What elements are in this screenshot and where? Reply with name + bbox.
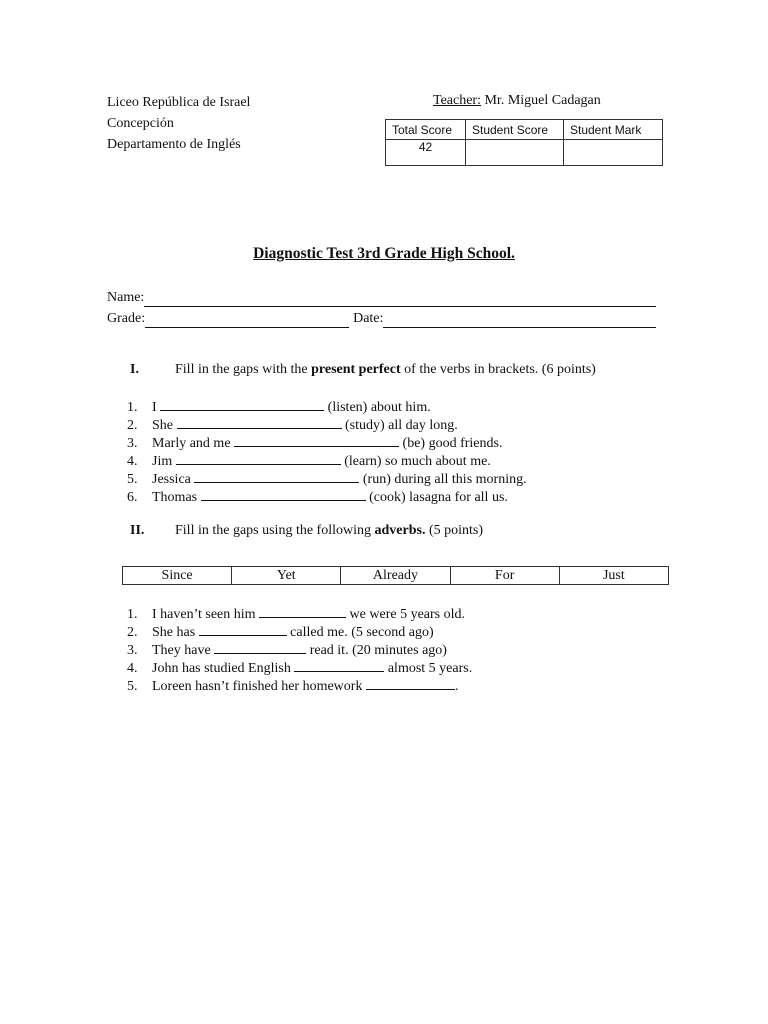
item-text-after: (cook) lasagna for all us.	[365, 490, 508, 505]
school-department: Departamento de Inglés	[107, 137, 241, 152]
item-text-after: (listen) about him.	[324, 400, 431, 415]
item-text-after: (learn) so much about me.	[340, 454, 491, 469]
section-1-items	[127, 397, 527, 505]
item-text-before: Loreen hasn’t finished her homework	[152, 679, 366, 694]
item-text-before: They have	[152, 643, 215, 658]
answer-blank[interactable]	[199, 622, 287, 636]
teacher-label: Teacher:	[433, 93, 481, 108]
score-table	[385, 119, 663, 166]
section-2-text-bold: adverbs.	[374, 523, 426, 538]
adverb-for: For	[450, 567, 559, 585]
adverbs-table	[122, 566, 669, 585]
answer-blank[interactable]	[194, 469, 359, 483]
item-number: 2.	[127, 625, 138, 640]
score-header-total: Total Score	[386, 120, 466, 140]
date-blank[interactable]	[383, 313, 656, 328]
list-item	[127, 433, 527, 451]
section-2-numeral: II.	[130, 523, 145, 538]
item-text-before: Marly and me	[152, 436, 235, 451]
page-title: Diagnostic Test 3rd Grade High School.	[253, 245, 515, 262]
answer-blank[interactable]	[294, 658, 384, 672]
item-number: 6.	[127, 490, 138, 505]
list-item	[127, 397, 527, 415]
school-name: Liceo República de Israel	[107, 95, 251, 110]
list-item	[127, 658, 472, 676]
item-number: 3.	[127, 643, 138, 658]
section-1-text-bold: present perfect	[311, 362, 401, 377]
item-text-before: Jim	[152, 454, 176, 469]
section-1-numeral: I.	[130, 362, 139, 377]
item-number: 1.	[127, 400, 138, 415]
list-item	[127, 487, 527, 505]
item-text-before: Thomas	[152, 490, 201, 505]
item-text-before: I haven’t seen him	[152, 607, 260, 622]
item-number: 2.	[127, 418, 138, 433]
item-number: 3.	[127, 436, 138, 451]
item-number: 5.	[127, 679, 138, 694]
item-text-after: (study) all day long.	[341, 418, 458, 433]
item-text-before: She has	[152, 625, 199, 640]
name-blank[interactable]	[144, 292, 656, 307]
item-number: 4.	[127, 661, 138, 676]
item-number: 1.	[127, 607, 138, 622]
section-1-text-pre: Fill in the gaps with the	[175, 362, 312, 377]
score-header-student-score: Student Score	[466, 120, 564, 140]
grade-date-row	[107, 310, 656, 328]
teacher-line	[433, 92, 601, 110]
name-field-row	[107, 289, 656, 307]
item-number: 5.	[127, 472, 138, 487]
section-1-text-post: of the verbs in brackets. (6 points)	[400, 362, 596, 377]
adverb-yet: Yet	[232, 567, 341, 585]
list-item	[127, 469, 527, 487]
item-text-before: Jessica	[152, 472, 195, 487]
item-text-after: almost 5 years.	[384, 661, 473, 676]
section-2-items	[127, 604, 472, 694]
score-table-value-row	[386, 140, 663, 166]
answer-blank[interactable]	[234, 433, 399, 447]
list-item	[127, 676, 472, 694]
item-text-after: (run) during all this morning.	[359, 472, 527, 487]
list-item	[127, 415, 527, 433]
item-text-after: we were 5 years old.	[346, 607, 465, 622]
section-2-text-pre: Fill in the gaps using the following	[175, 523, 375, 538]
score-student-mark-value[interactable]	[564, 140, 663, 166]
answer-blank[interactable]	[259, 604, 346, 618]
item-text-before: John has studied English	[152, 661, 295, 676]
item-text-after: called me. (5 second ago)	[286, 625, 434, 640]
item-text-before: I	[152, 400, 161, 415]
item-text-after: read it. (20 minutes ago)	[306, 643, 447, 658]
list-item	[127, 622, 472, 640]
answer-blank[interactable]	[160, 397, 324, 411]
list-item	[127, 640, 472, 658]
adverb-just: Just	[559, 567, 668, 585]
list-item	[127, 451, 527, 469]
grade-blank[interactable]	[145, 313, 349, 328]
score-table-header-row	[386, 120, 663, 140]
item-number: 4.	[127, 454, 138, 469]
answer-blank[interactable]	[177, 415, 342, 429]
teacher-name: Mr. Miguel Cadagan	[480, 93, 601, 108]
list-item	[127, 604, 472, 622]
adverb-already: Already	[341, 567, 450, 585]
section-2-instruction	[130, 522, 483, 540]
item-text-after: (be) good friends.	[399, 436, 503, 451]
section-1-instruction	[130, 361, 596, 379]
item-text-before: She	[152, 418, 177, 433]
school-city: Concepción	[107, 116, 174, 131]
date-label: Date:	[353, 311, 384, 326]
answer-blank[interactable]	[176, 451, 341, 465]
section-2-text-post: (5 points)	[425, 523, 484, 538]
name-label: Name:	[107, 290, 145, 305]
answer-blank[interactable]	[201, 487, 366, 501]
score-student-score-value[interactable]	[466, 140, 564, 166]
item-text-after: .	[454, 679, 459, 694]
answer-blank[interactable]	[214, 640, 306, 654]
adverb-since: Since	[123, 567, 232, 585]
answer-blank[interactable]	[366, 676, 455, 690]
school-info	[107, 92, 250, 155]
score-header-student-mark: Student Mark	[564, 120, 663, 140]
score-total-value: 42	[386, 140, 466, 166]
grade-label: Grade:	[107, 311, 146, 326]
adverbs-row	[123, 567, 669, 585]
